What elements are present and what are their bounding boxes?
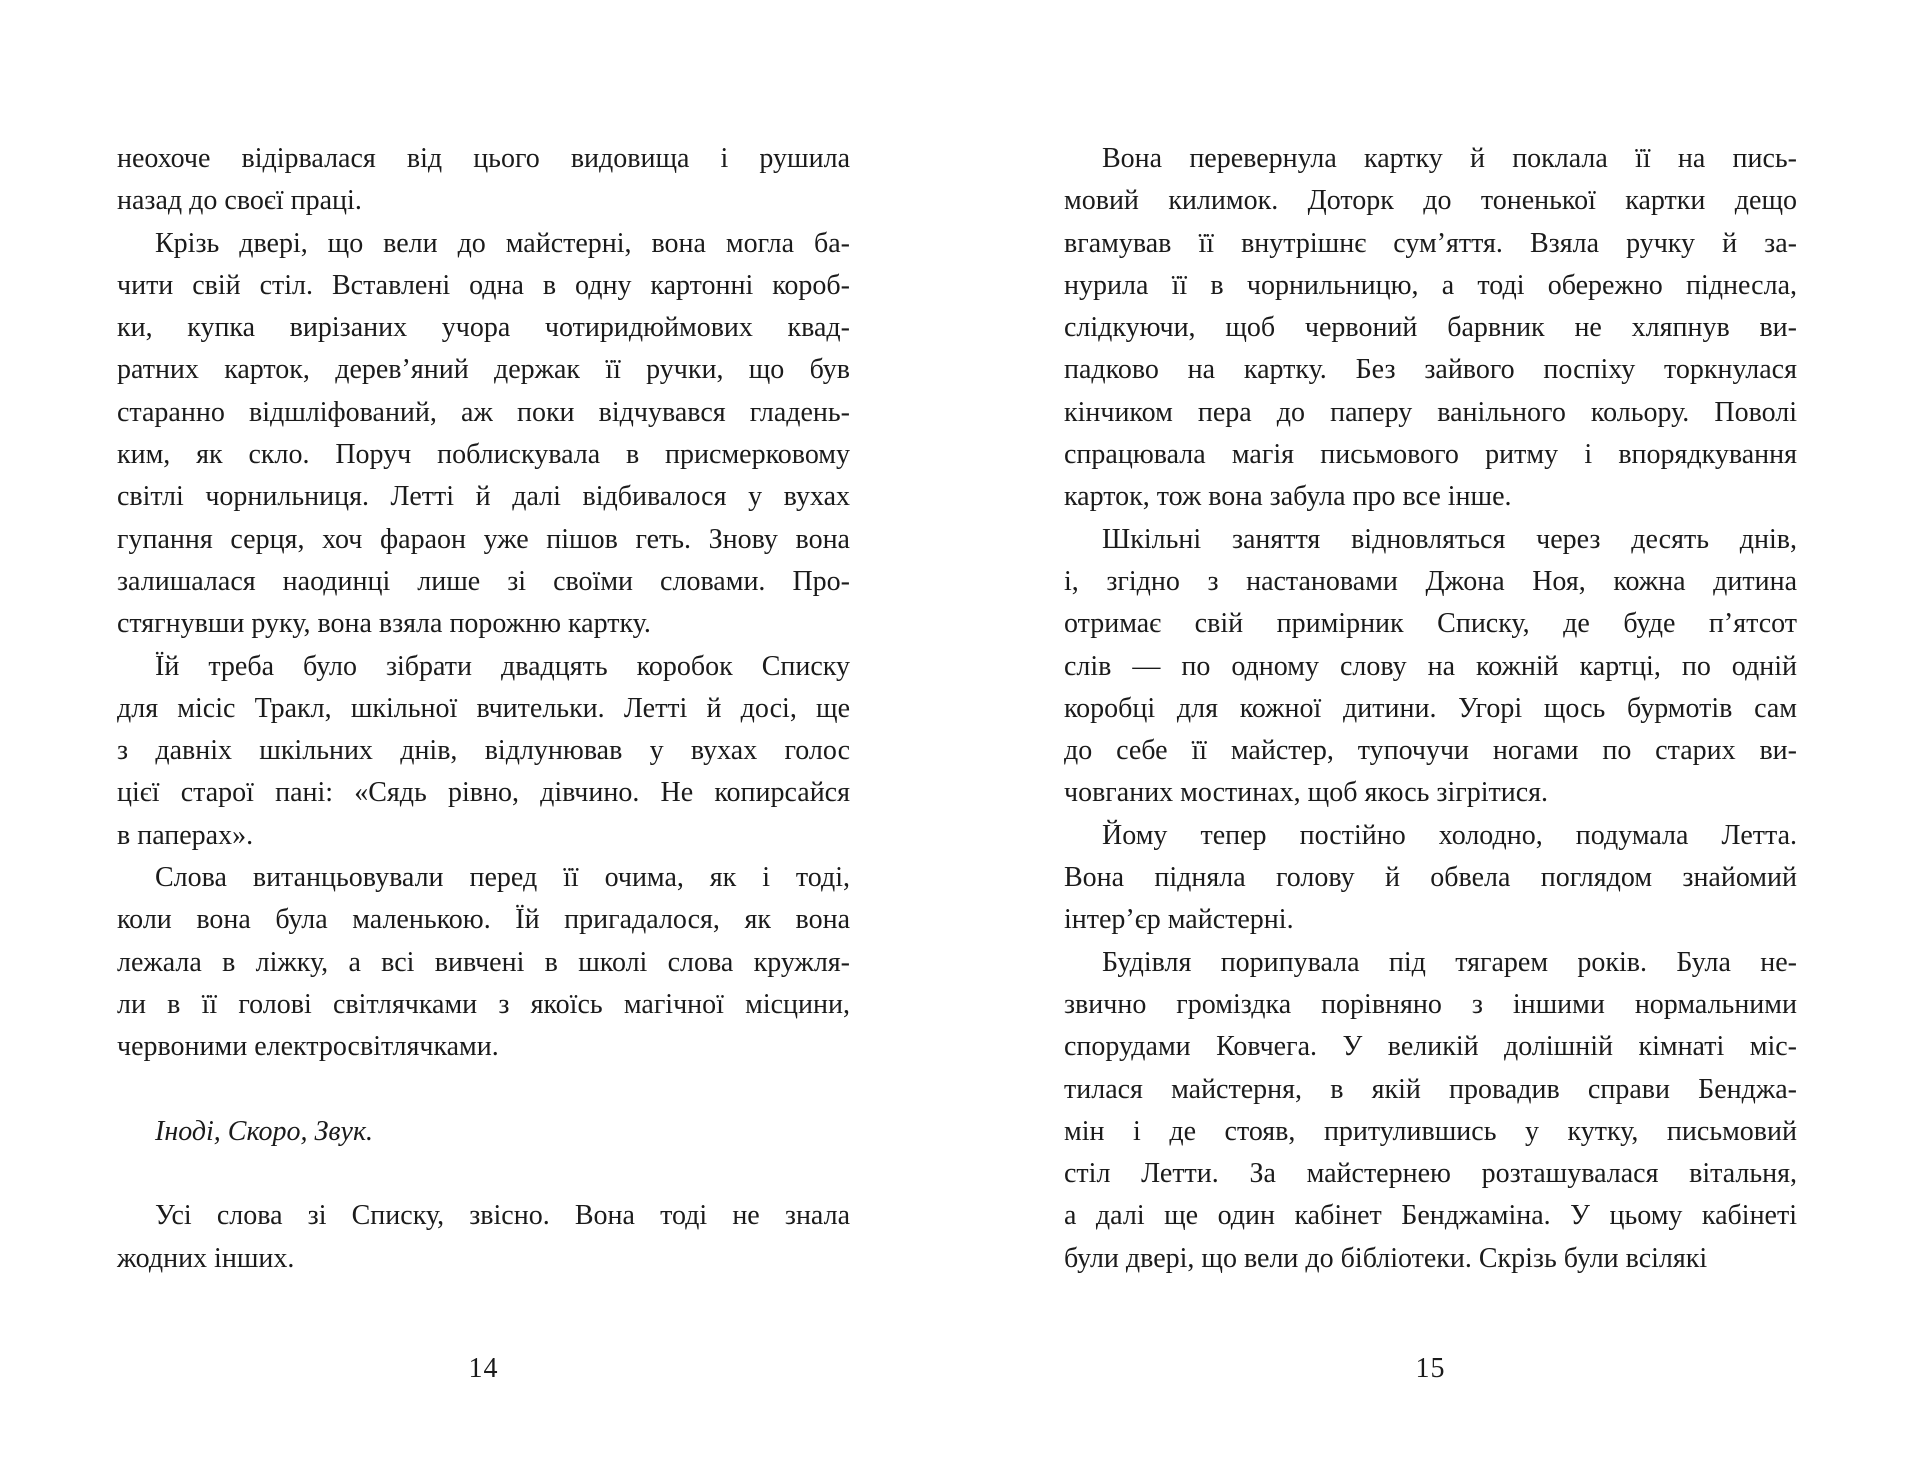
text-line: назад до своєї праці.	[117, 185, 362, 217]
page-15-text-column	[1064, 138, 1797, 1280]
text-line: гупання серця, хоч фараон уже пішов геть. Знову вона	[117, 523, 850, 555]
text-line: ки, купка вирізаних учора чотиридюймових квад-	[117, 312, 850, 344]
text-line: вгамував її внутрішнє сум’яття. Взяла ручку й за-	[1064, 227, 1797, 259]
text-line: слідкуючи, щоб червоний барвник не хляпнув ви-	[1064, 312, 1797, 344]
text-line: цієї старої пані: «Сядь рівно, дівчино. Не копирсайся	[117, 777, 850, 809]
text-line: ким, як скло. Поруч поблискувала в присмерковому	[117, 439, 850, 471]
text-line: червоними електросвітлячками.	[117, 1031, 499, 1063]
text-line: були двері, що вели до бібліотеки. Скрізь були всілякі	[1064, 1242, 1708, 1274]
text-line: мовий килимок. Доторк до тоненької картки дещо	[1064, 185, 1797, 217]
text-line: до себе її майстер, тупочучи ногами по старих ви-	[1064, 735, 1797, 767]
text-line: і, згідно з настановами Джона Ноя, кожна дитина	[1064, 565, 1797, 597]
text-line: тилася майстерня, в якій провадив справи Бенджа-	[1064, 1073, 1797, 1105]
text-line: Іноді, Скоро, Звук.	[155, 1115, 374, 1147]
text-line: Шкільні заняття відновляться через десять днів,	[1102, 523, 1797, 555]
text-line: ратних карток, дерев’яний держак її ручки, що був	[117, 354, 850, 386]
text-line: нурила її в чорнильницю, а тоді обережно піднесла,	[1064, 269, 1797, 301]
blank-line	[117, 1069, 850, 1111]
text-line: старанно відшліфований, аж поки відчувався гладень-	[117, 396, 850, 428]
text-line: жодних інших.	[117, 1242, 295, 1274]
text-line: чити свій стіл. Вставлені одна в одну картонні короб-	[117, 269, 850, 301]
text-line: світлі чорнильниця. Летті й далі відбивалося у вухах	[117, 481, 850, 513]
page-14-text-column	[117, 138, 850, 1280]
text-line: з давніх шкільних днів, відлунював у вухах голос	[117, 735, 850, 767]
text-line: карток, тож вона забула про все інше.	[1064, 481, 1512, 513]
text-line: ли в її голові світлячками з якоїсь магічної місцини,	[117, 988, 850, 1020]
text-line: Слова витанцьовували перед її очима, як і тоді,	[155, 862, 850, 894]
text-line: Крізь двері, що вели до майстерні, вона могла ба-	[155, 227, 850, 259]
text-line: стягнувши руку, вона взяла порожню картку.	[117, 608, 651, 640]
text-line: Їй треба було зібрати двадцять коробок Списку	[155, 650, 850, 682]
text-line: залишалася наодинці лише зі своїми словами. Про-	[117, 565, 850, 597]
text-line: слів — по одному слову на кожній картці, по одній	[1064, 650, 1797, 682]
text-line: спрацювала магія письмового ритму і впорядкування	[1064, 439, 1797, 471]
text-line: в паперах».	[117, 819, 254, 851]
text-line: інтер’єр майстерні.	[1064, 904, 1294, 936]
page-15-number: 15	[1415, 1353, 1446, 1384]
text-line: лежала в ліжку, а всі вивчені в школі слова кружля-	[117, 946, 850, 978]
text-line: отримає свій примірник Списку, де буде п’ятсот	[1064, 608, 1797, 640]
text-line: стіл Летти. За майстернею розташувалася вітальня,	[1064, 1158, 1797, 1190]
text-line: кінчиком пера до паперу ванільного кольору. Поволі	[1064, 396, 1797, 428]
page-15	[960, 0, 1920, 1477]
text-line: коробці для кожної дитини. Угорі щось бурмотів сам	[1064, 692, 1797, 724]
text-line: коли вона була маленькою. Їй пригадалося, як вона	[117, 904, 850, 936]
text-line: Йому тепер постійно холодно, подумала Летта.	[1102, 819, 1797, 851]
text-line: спорудами Ковчега. У великій долішній кімнаті міс-	[1064, 1031, 1797, 1063]
text-line: Будівля порипувала під тягарем років. Була не-	[1102, 946, 1797, 978]
text-line: Вона підняла голову й обвела поглядом знайомий	[1064, 862, 1797, 894]
text-line: падково на картку. Без зайвого поспіху торкнулася	[1064, 354, 1797, 386]
text-line: Вона перевернула картку й поклала її на пись-	[1102, 143, 1797, 174]
text-line: неохоче відірвалася від цього видовища і рушила	[117, 143, 850, 174]
text-line: для місіс Тракл, шкільної вчительки. Летті й досі, ще	[117, 692, 850, 724]
text-line: звично громіздка порівняно з іншими нормальними	[1064, 988, 1797, 1020]
text-line: мін і де стояв, притулившись у кутку, письмовий	[1064, 1115, 1797, 1147]
blank-line	[117, 1153, 850, 1195]
text-line: човганих мостинах, щоб якось зігрітися.	[1064, 777, 1549, 809]
page-14-number: 14	[468, 1353, 499, 1384]
text-line: а далі ще один кабінет Бенджаміна. У цьому кабінеті	[1064, 1200, 1797, 1232]
text-line: Усі слова зі Списку, звісно. Вона тоді не знала	[155, 1200, 850, 1232]
